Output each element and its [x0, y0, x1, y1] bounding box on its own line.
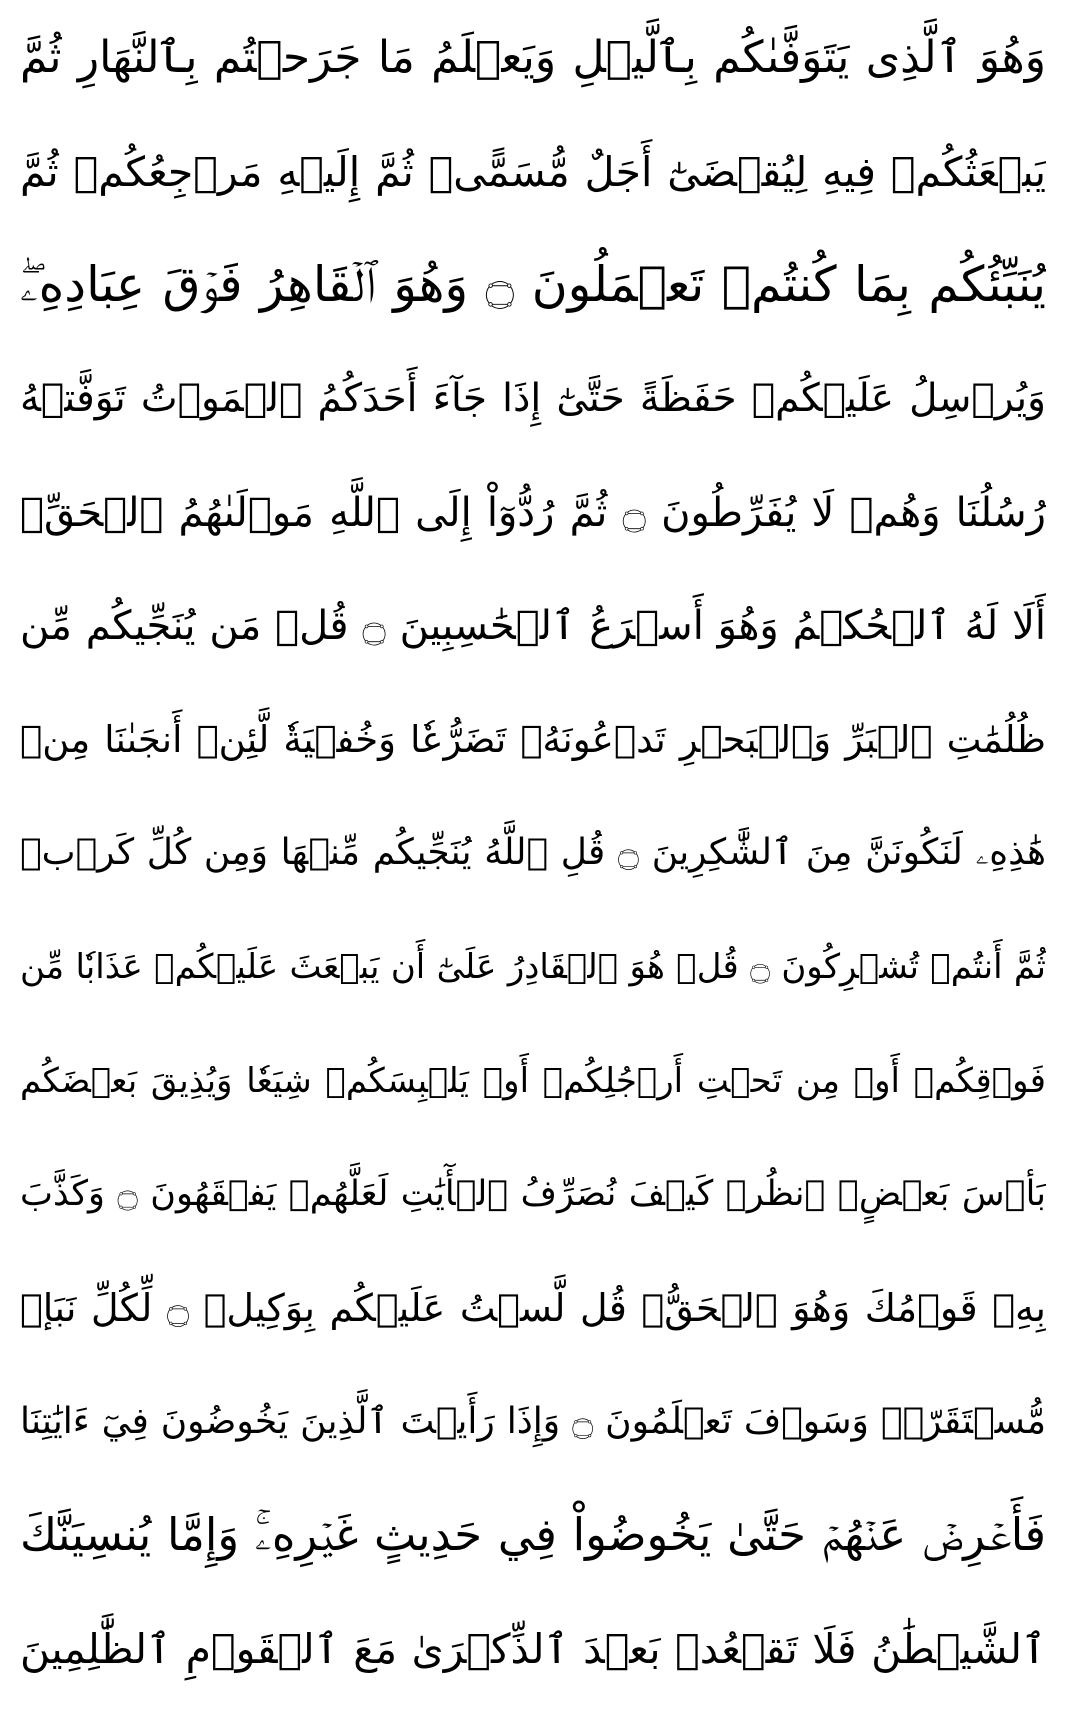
verse-line-8: هَٰذِهِۦ لَنَكُونَنَّ مِنَ ٱلشَّٰكِرِينَ ۝ قُلِ ٱللَّهُ يُنَجِّيكُم مِّنۡهَا وَمِن كُلِّ كَرۡبٖ [20, 832, 1046, 874]
verse-line-1: وَهُوَ ٱلَّذِى يَتَوَفَّىٰكُم بِٱلَّيۡلِ وَيَعۡلَمُ مَا جَرَحۡتُم بِٱلنَّهَارِ ثُمَّ [20, 32, 1046, 83]
verse-line-15: ٱلشَّيۡطَٰنُ فَلَا تَقۡعُدۡ بَعۡدَ ٱلذِّكۡرَىٰ مَعَ ٱلۡقَوۡمِ ٱلظَّٰلِمِينَ [20, 1624, 1046, 1673]
verse-line-11: بَأۡسَ بَعۡضٍۗ ٱنظُرۡ كَيۡفَ نُصَرِّفُ ٱلۡأٓيَٰتِ لَعَلَّهُمۡ يَفۡقَهُونَ ۝ وَكَذَّبَ [20, 1174, 1046, 1215]
verse-line-12: بِهِۦ قَوۡمُكَ وَهُوَ ٱلۡحَقُّۚ قُل لَّسۡتُ عَلَيۡكُم بِوَكِيلٖ ۝ لِّكُلِّ نَبَإٖ [20, 1286, 1046, 1331]
verse-line-6: أَلَا لَهُ ٱلۡحُكۡمُ وَهُوَ أَسۡرَعُ ٱلۡحَٰسِبِينَ ۝ قُلۡ مَن يُنَجِّيكُم مِّن [20, 603, 1046, 650]
verse-line-13: مُّسۡتَقَرّٞۚ وَسَوۡفَ تَعۡلَمُونَ ۝ وَإِذَا رَأَيۡتَ ٱلَّذِينَ يَخُوضُونَ فِيٓ ءَايَٰتِنَا [20, 1400, 1046, 1442]
verse-line-3: يُنَبِّئُكُم بِمَا كُنتُمۡ تَعۡمَلُونَ ۝ وَهُوَ ٱلۡقَاهِرُ فَوۡقَ عِبَادِهِۦۖ [20, 256, 1046, 314]
verse-line-10: فَوۡقِكُمۡ أَوۡ مِن تَحۡتِ أَرۡجُلِكُمۡ أَوۡ يَلۡبِسَكُمۡ شِيَعٗا وَيُذِيقَ بَعۡضَكُم [20, 1060, 1046, 1101]
verse-line-7: ظُلُمَٰتِ ٱلۡبَرِّ وَٱلۡبَحۡرِ تَدۡعُونَهُۥ تَضَرُّعٗا وَخُفۡيَةٗ لَّئِنۡ أَنجَىٰنَا مِنۡ [20, 717, 1046, 761]
verse-line-9: ثُمَّ أَنتُمۡ تُشۡرِكُونَ ۝ قُلۡ هُوَ ٱلۡقَادِرُ عَلَىٰٓ أَن يَبۡعَثَ عَلَيۡكُمۡ عَذَابٗا مِّن [20, 947, 1046, 988]
verse-line-2: يَبۡعَثُكُمۡ فِيهِ لِيُقۡضَىٰٓ أَجَلٌ مُّسَمًّىۖ ثُمَّ إِلَيۡهِ مَرۡجِعُكُمۡ ثُمَّ [20, 147, 1046, 196]
verse-line-5: رُسُلُنَا وَهُمۡ لَا يُفَرِّطُونَ ۝ ثُمَّ رُدُّوٓاْ إِلَى ٱللَّهِ مَوۡلَىٰهُمُ ٱلۡحَقِّۚ [20, 489, 1046, 536]
verse-line-14: فَأَعۡرِضۡ عَنۡهُمۡ حَتَّىٰ يَخُوضُواْ فِي حَدِيثٍ غَيۡرِهِۦۚ وَإِمَّا يُنسِيَنَّكَ [20, 1508, 1046, 1562]
verse-line-4: وَيُرۡسِلُ عَلَيۡكُمۡ حَفَظَةً حَتَّىٰٓ إِذَا جَآءَ أَحَدَكُمُ ٱلۡمَوۡتُ تَوَفَّتۡهُ [20, 375, 1046, 421]
